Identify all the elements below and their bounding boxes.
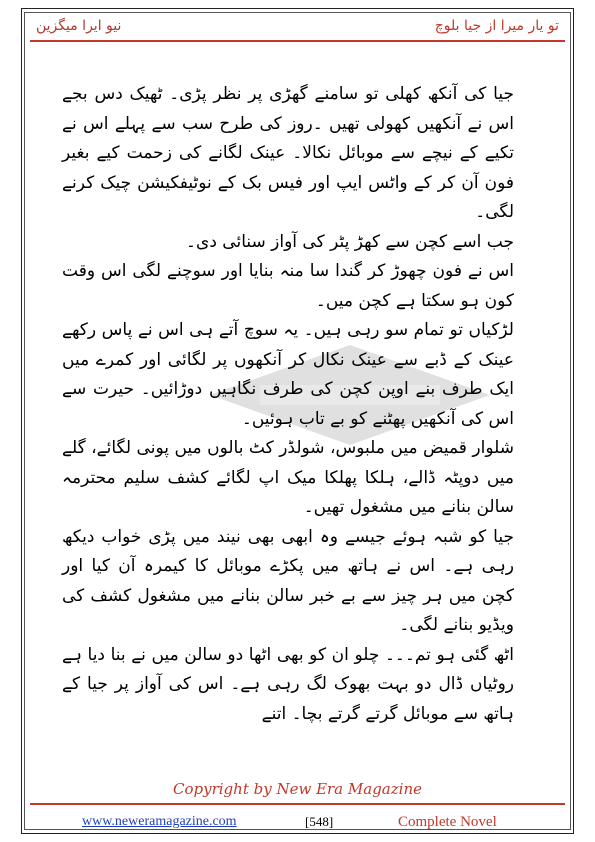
- header-title: تو یار میرا از جیا بلوچ: [434, 18, 559, 34]
- paragraph: اٹھ گئی ہو تم۔۔۔ چلو ان کو بھی اٹھا دو سالن میں نے بنا دیا ہے روٹیاں ڈال دو بہت بھوک لگ رہی ہے۔ اس کی آواز پر جیا کے ہاتھ سے موبائل گرتے گرتے بچا۔ اتنے: [62, 644, 514, 724]
- header-magazine: نیو ایرا میگزین: [36, 18, 122, 34]
- copyright-notice: Copyright by New Era Magazine: [173, 780, 422, 798]
- paragraph: اس نے فون چھوڑ کر گندا سا منہ بنایا اور سوچنے لگی اس وقت کون ہو سکتا ہے کچن میں۔: [62, 261, 514, 311]
- page-number: [548]: [305, 814, 334, 829]
- footer-divider: [30, 803, 565, 805]
- paragraph: شلوار قمیض میں ملبوس، شولڈر کٹ بالوں میں پونی لگائے، گلے میں دوپٹہ ڈالے، ہلکا پھلکا میک اپ لگائے کشف سلیم محترمہ سالن بنانے میں مشغول تھیں۔: [62, 438, 514, 517]
- paragraph: جیا کی آنکھ کھلی تو سامنے گھڑی پر نظر پڑی۔ ٹھیک دس بجے اس نے آنکھیں کھولی تھیں ۔روز کی طرح سب سے پہلے اس نے تکیے کے نیچے سے موبائل نکالا۔ عینک لگانے کی زحمت کیے بغیر فون آن کر کے واٹس ایپ اور فیس بک کے نوٹیفکیشن چیک کرنے لگی۔: [62, 84, 514, 222]
- header-divider: [30, 40, 565, 42]
- footer-website-link[interactable]: www.neweramagazine.com: [82, 814, 237, 829]
- article-body: [62, 80, 514, 729]
- paragraph: جب اسے کچن سے کھڑ پٹر کی آواز سنائی دی۔: [186, 231, 514, 252]
- footer-category: Complete Novel: [398, 814, 497, 830]
- paragraph: جیا کو شبہ ہوئے جیسے وہ ابھی بھی نیند میں پڑی خواب دیکھ رہی ہے۔ اس نے ہاتھ میں پکڑے موبائل کا کیمرہ آن کیا اور کچن میں ہر چیز سے بے خبر سالن بنانے میں مشغول کشف کی ویڈیو بنانے لگی۔: [62, 526, 514, 635]
- paragraph: لڑکیاں تو تمام سو رہی ہیں۔ یہ سوچ آتے ہی اس نے پاس رکھے عینک کے ڈبے سے عینک نکال کر آنکھوں پر لگائی اور کمرے میں ایک طرف بنے اوپن کچن کی طرف نگاہیں دوڑائیں۔ حیرت سے اس کی آنکھیں پھٹنے کو بے تاب ہوئیں۔: [62, 320, 514, 429]
